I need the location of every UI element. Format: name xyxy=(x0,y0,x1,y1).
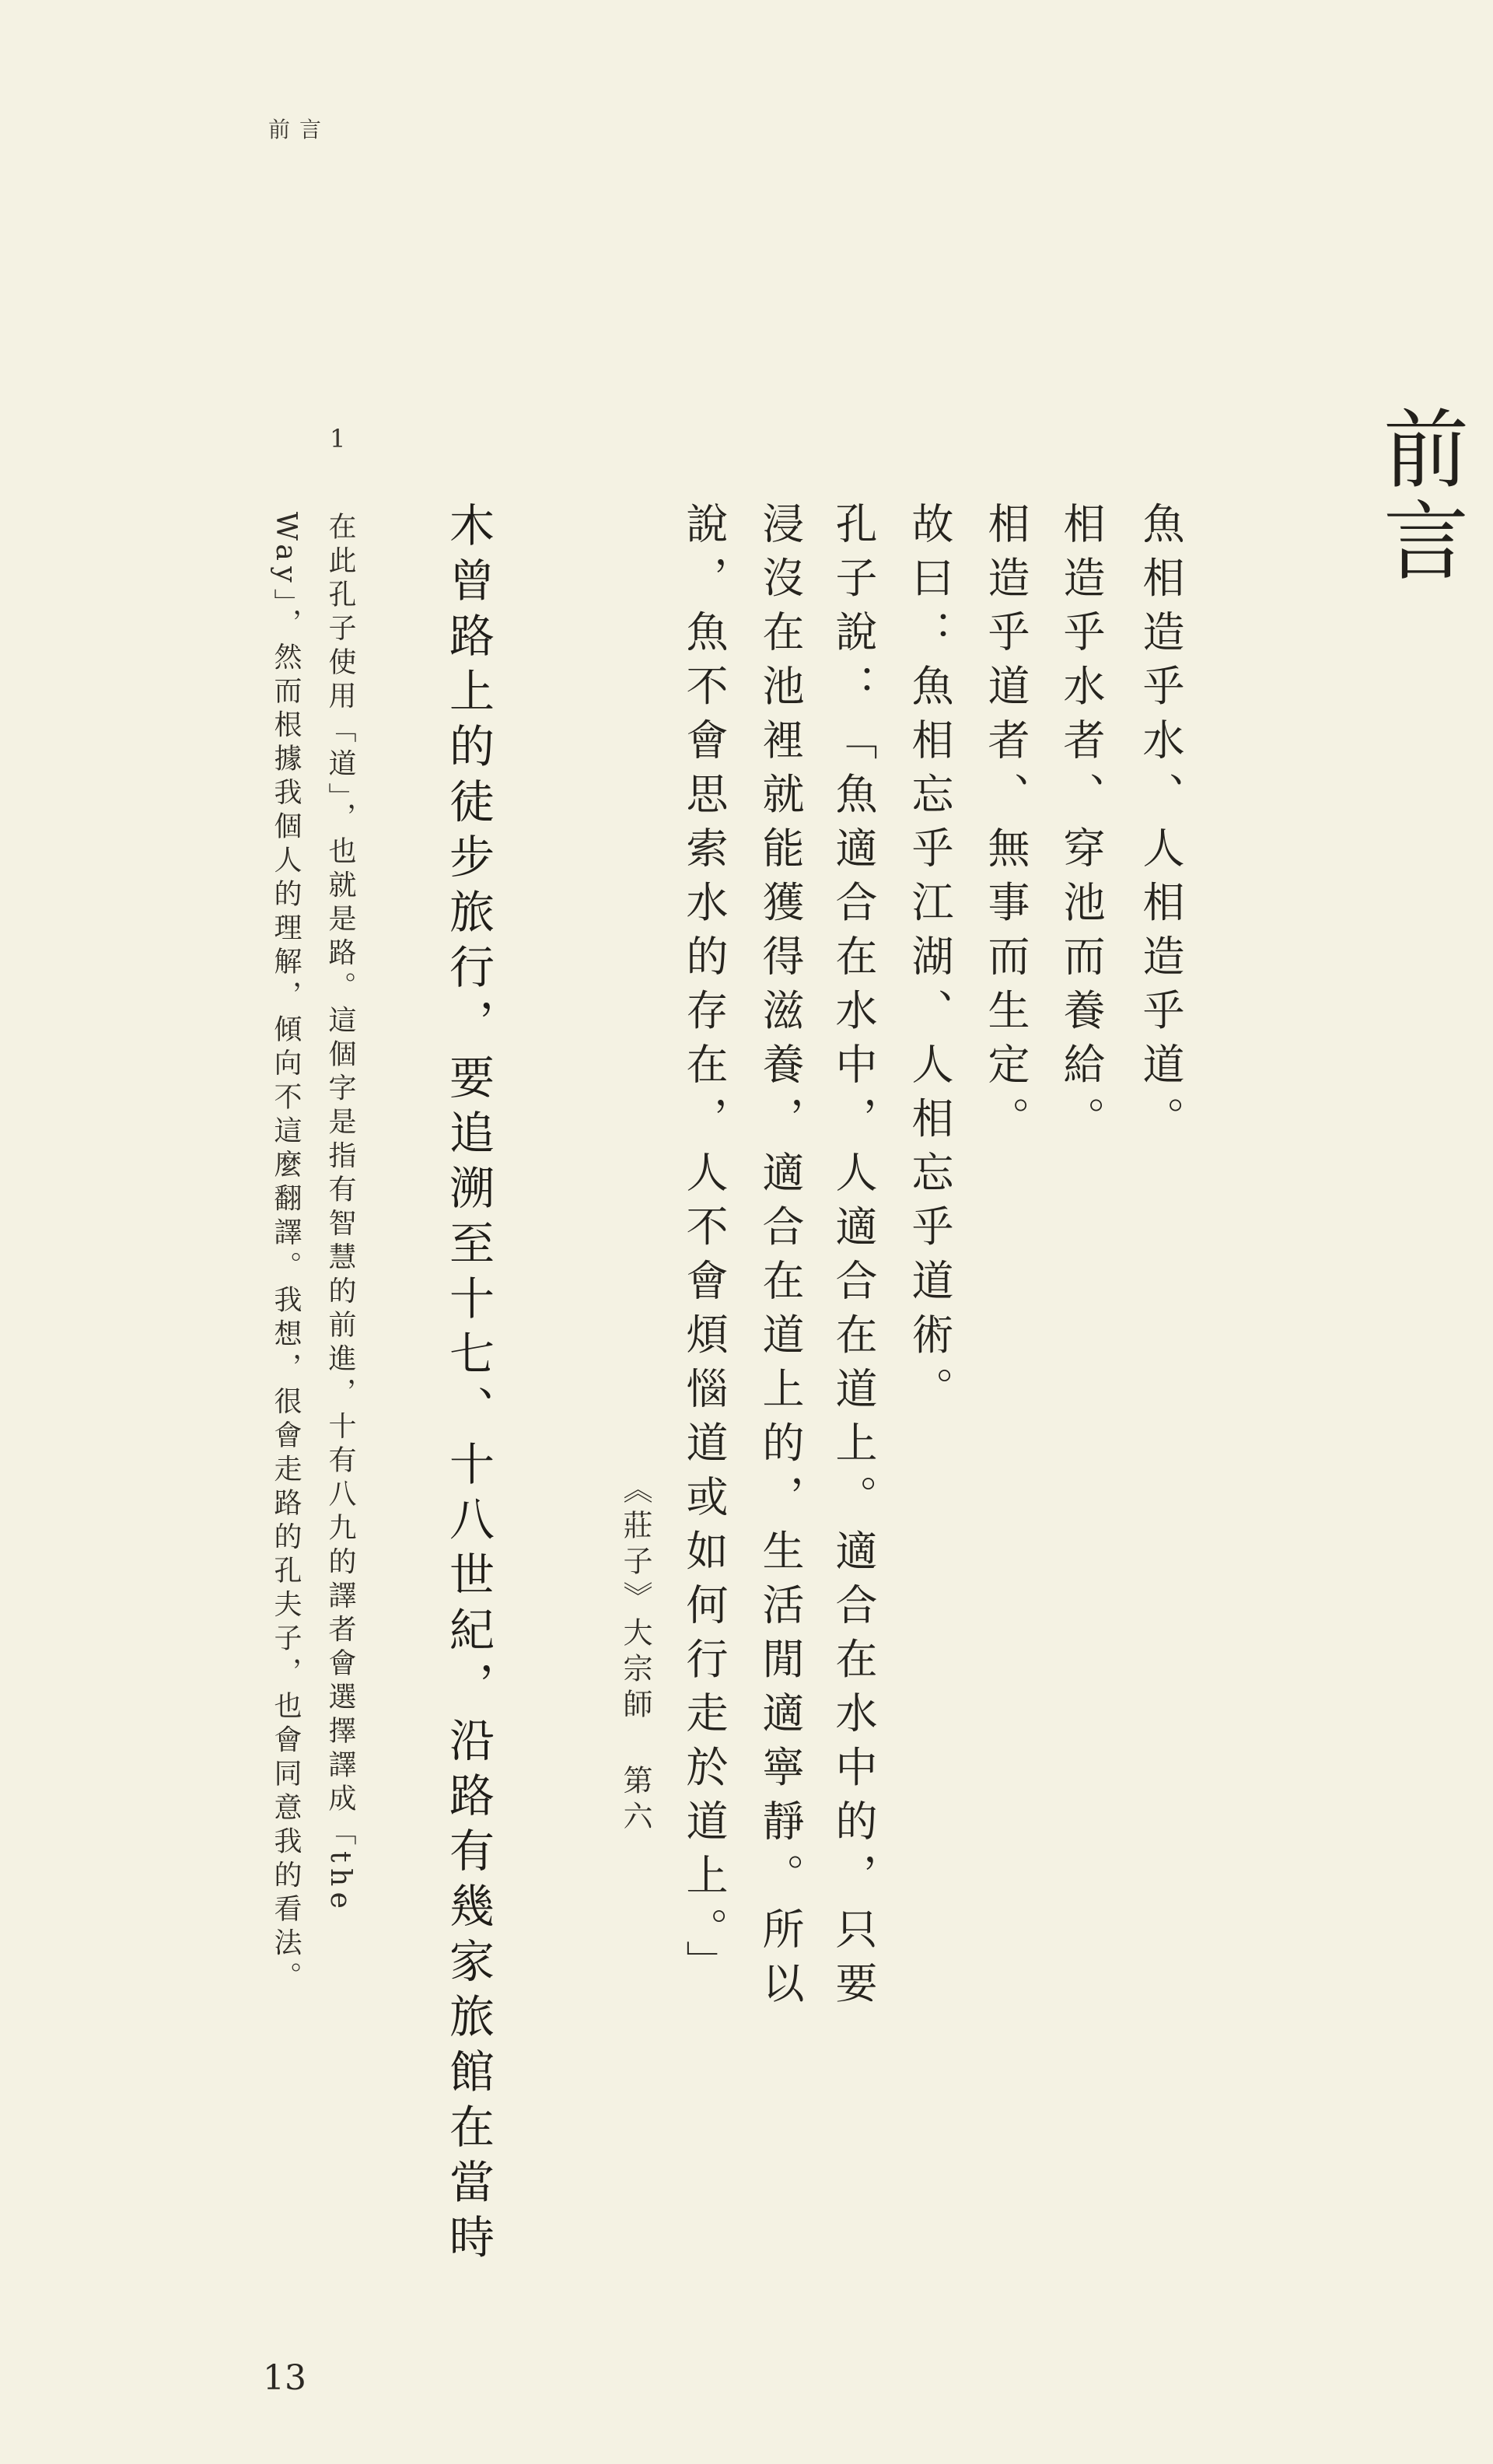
quote-line: 孔子說：「魚適合在水中，人適合在道上。適合在水中的，只要 xyxy=(829,502,878,2015)
quote-line: 相造乎水者、穿池而養給。 xyxy=(1057,502,1106,1150)
footnote-line: Way」，然而根據我個人的理解，傾向不這麼翻譯。我想，很會走路的孔夫子，也會同意我的看法。 xyxy=(270,512,302,1996)
attribution-chapter: 第六 xyxy=(618,1765,652,1836)
footnote-line: 在此孔子使用「道」，也就是路。這個字是指有智慧的前進，十有八九的譯者會選擇譯成「the xyxy=(324,512,356,1915)
quote-line: 故曰：魚相忘乎江湖、人相忘乎道術。 xyxy=(905,502,954,1421)
quote-line: 相造乎道者、無事而生定。 xyxy=(981,502,1030,1150)
attribution-source: 《莊子》大宗師 xyxy=(618,1474,652,1724)
quote-line: 魚相造乎水、人相造乎道。 xyxy=(1136,502,1185,1150)
quote-attribution xyxy=(614,1474,657,1836)
running-head: 前言 xyxy=(268,117,331,142)
footnote-marker: 1 xyxy=(330,424,346,453)
quote-line: 浸沒在池裡就能獲得滋養，適合在道上的，生活閒適寧靜。所以 xyxy=(756,502,805,2015)
page-number: 13 xyxy=(263,2358,306,2398)
body-text: 木曾路上的徒步旅行，要追溯至十七、十八世紀，沿路有幾家旅館在當時 xyxy=(442,502,495,2269)
quote-line: 說，魚不會思索水的存在，人不會煩惱道或如何行走於道上。」 xyxy=(680,502,729,1994)
chapter-title: 前言 xyxy=(1369,404,1469,588)
